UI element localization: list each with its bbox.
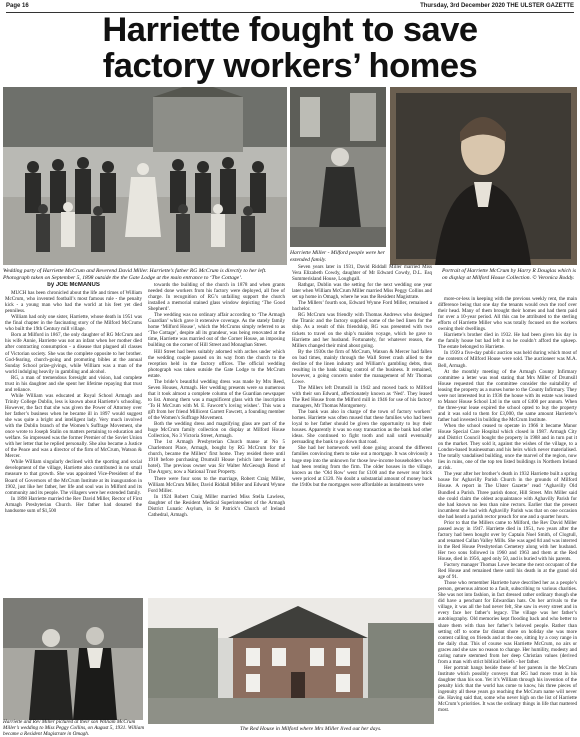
paragraph: By the 1930s the firm of McCrum, Watson & Mercer had fallen on bad times, mainly through the Wall Street crash allied to the decline of the linen industry and William’s gambling debts, thus resulting in the bank taking control of the business. It remained, however, a going concern under the management of Mr Thomas Lowe. (292, 348, 432, 385)
paragraph: Both the wedding dress and magnifying glass are part of the huge McCrum family collection on display at Milford House Collection, No 3 Victoria Street, Armagh. (148, 421, 285, 440)
paragraph: The bride’s beautiful wedding dress was made by Mrs Reed, Seven Houses, Armagh. Her wedding presents were so numerous that it took almost a complete column of the Guardian newspaper to list. Among them was a magnificent glass with the inscription ‘To H McCrum with M. E. Fawcett’s loving wishes’. This was a gift from her friend Millicent Garrett Fawcett, a founding member of the Women’s Suffrage Movement. (148, 378, 285, 422)
paragraph: William had only one sister, Harriette, whose death in 1951 was the final chapter in the fascinating story of the Milford McCrums who built the 19th Century mill village. (5, 314, 142, 333)
paragraph: In 1924 Robert Craig Miller married Miss Stella Lawless, daughter of the Resident Medical Superintendent of the Armagh District Lunatic Asylum, in St Patrick’s Church of Ireland Cathedral, Armagh. (148, 493, 285, 518)
portrait-caption: Portrait of Harriette McCrum by Harry R Douglas which is on display at Milford House Collection. © Veronica Roddy. (442, 268, 577, 281)
article-column-1 (5, 282, 142, 594)
mill-photo-caption: Harriette Miller - Milford people were her extended family. (290, 250, 385, 263)
headline (10, 12, 570, 84)
byline: by JOE McMANUS (47, 282, 100, 288)
paragraph: Her portrait hangs beside those of her parents in the McCrum Institute which possibly conveys that RG had more trust in his daughter than his son. Yet it’s William through his invention of the penalty kick that the world has come to know, his three pieces of ingenuity all these years go reaching the McCrum name will never die. Having said that, some who never high on the list of Harriette McCrum’s priorities. It was the ordinary things in life that mattered most. (438, 664, 577, 714)
paragraph: towards the building of the church in 1878 and when grants needed done workers from his factory were deployed, all free of charge. In recognition of RG’s unfailing support the church installed a memorial stained glass window depicting ‘The Good Shepherd’. (148, 282, 285, 313)
article-column-2 (148, 282, 285, 594)
couple-photo-caption: Harriette and Rev Miller pictured at their son William McCrum Miller’s wedding to Miss Peggy Collins, on August 5, 1931. William became a Resident Magistrate in Omagh. (3, 719, 145, 737)
paragraph: Factory manager Thomas Lowe became the next occupant of the Red House and remained there until his death in at the grand old age of 91. (438, 562, 577, 581)
paragraph: The Millers left Drumsill in 1942 and moved back to Milford with their son Edward, affectionately known as ‘Ned’. They leased The Red House from the Milford mill in 1946 for use of his factory managers, Mr Thomas Montgomery. (292, 384, 432, 410)
paragraph: Hill Street had been suitably adorned with arches under which the wedding couple passed on its way from the church to the reception held in the factory offices. The official wedding photograph was taken outside the Gate Lodge to the McCrum estate. (148, 348, 285, 379)
paragraph: There were four sons to the marriage, Robert Craig Miller, William McCrum Miller, David Riddall Miller and Edward Wynne Ford Miller. (148, 475, 285, 494)
paragraph: The bank was also in charge of the town of factory workers’ homes. Harriette was often mused that these families who had been loyal to her father should be given the opportunity to buy their houses. Apparently it was no easy transaction as the bank had other ideas. She continued to fight tooth and nail until eventually persuading the bank to go down that road. (292, 409, 432, 446)
paragraph: She had her homework well done going around the different families convincing them to take out a mortgage. It was obviously a huge step into the unknown for those low-income householders who had been renting from the firm. The older houses in the village, known as the ‘Old Row’ went for £100 and the newer rear brick were priced at £120. No doubt a substantial amount of money back the 1940s but the mortgages were affordable as instalments were (292, 445, 432, 488)
wedding-photo-caption: Wedding party of Harriette McCrum and Reverend David Miller. Harriette’s father RG McCrum is directly to her left. Photograph taken on September 5, 1898 outside the the Gate Lodge at the main entrance to ‘The Cottage’. (3, 268, 267, 281)
couple-photo (3, 598, 143, 720)
paragraph: The Millers’ fourth son, Edward Wynne Ford Miller, remained a bachelor. (292, 300, 432, 313)
paragraph: Born at Milford in 1867, the only daughter of RG McCrum and his wife Annie, Harriette was not an infant when her mother died after contracting consumption - a disease that plagued all classes of Victorian society. She was the complete opposite to her brother. God-fearing, church-going and promoting bibles at the annual Sunday School prize-givings, while William was a man of the world indulging heavily in gambling and alcohol. (5, 332, 142, 375)
headline-line-1: Harriette fought to save (102, 11, 478, 49)
paragraph: Seven years later in 1931, David Riddall Miller married Miss Vera Elizabeth Cowdy, daughter of Mr Edward Cowdy, D.L. Esq Summerisland House, Loughgall. (292, 264, 432, 283)
headline-line-2: factory workers’ homes (102, 47, 478, 85)
paragraph: Those who remember Harriette have described her as a people’s person, generous almost to a fault, subscribing to various charities. She was not into fashion, in fact dressed rather ordinary though she did have a penchant for Edwardian hats. On her arrivals to the village, it was all the bad never felt, She saw in every street and in every face her father’s legacy. The village was her father’s autobiography. Old memories kept flooding back and who better to share them with than her father’s beloved people. Rather than setting off to some far distant shore on holiday she was more content calling on friends and at the one, sitting by a cosy range in the daily chat. This of course was Harriette McCrum, no airs or graces and she saw no reason to change. Her humility, modesty and caring nature stemmed from her deep Christian values (derived from a man with strict biblical beliefs - her father. (438, 580, 577, 665)
paragraph: Prior to that the Millers came to Milford, the Rev David Miller passed away in 1947. Harriette died in 1951, two years after the factory had been bought over by Captain Noel Smith, of Clogtull, and renamed Callan Valley Mills. She was aged 84 and was interred in the Red House Presbyterian Cemetery along with her husband. Her two sons followed in 1960 and 1963 and them at the Red House, died in 1956, aged only 50, and is buried with his parents. (438, 519, 577, 563)
paragraph: Harriette’s brother died in 1932. He had been given his day in the family house but had left it so he couldn’t afford the upkeep. The estate belonged to Harriette. (438, 332, 577, 351)
red-house-caption: The Red House in Milford where Mrs Miller lived out her days. (240, 726, 382, 732)
paragraph: The wedding was no ordinary affair according to ‘The Armagh Guardian’ which gave it extensive coverage. As the stately family home ‘Milford House’, which the McCrums simply referred to as ‘The Cottage’, despite all its grandeur, was being renovated at the time, Harriette was married out of the Corner House, an imposing building on the corner of Hill Street and Monaghan Street. (148, 312, 285, 349)
paragraph: RG, a man of tremendous foresight and vision, had complete trust in his daughter and she spent her lifetime repaying that trust and reliance. (5, 374, 142, 393)
paragraph: At the monthly meeting of the Armagh County Infirmary committee a letter was read stating that Mrs Miller of Drumsill House requested that the committee consider the suitability of leasing the property as a nurses home to the County Infirmary. They were not interested but in 1936 the house with its estate was leased to Manor House School Ltd in the sum of £400 per annum. When the three-year lease expired the school opted to buy the property and it was sold to them for £3,000, the same amount Harriette’s father had invested in building the McCrum Institute. (438, 368, 577, 423)
paragraph: more-or-less in keeping with the previous weekly rent, the main difference being that one day the tenants would own the roof over their head. Many of them brought their homes and had them paid for over a 10-year period. All this can be attributed to the sterling efforts of Harriette Miller who was totally focused on the workers owning their dwellings. (438, 296, 577, 333)
paragraph: The year after her brother’s death in 1932 Harriette built a spring house for Aghavilly Parish Church in the grounds of Milford House. A report in The Ulster Gazette’ read ‘Aghavilly Old Bundled a Parish. Three parish donor, Hill Street. Mrs Miller said she could claim the oldest acquaintance with Aghavilly Parish for she had known no less than nine rectors. Earlier that the present incumbent she had with Aghavilly Parish was that on one occasion she had heard a parish rector preach for one and a quarter hours. (438, 471, 577, 520)
paragraph: In 1898 Harriette married the Rev David Miller, Rector of First Armagh Presbyterian Church. Her father had donated the handsome sum of $1,500 (5, 495, 142, 514)
paragraph: RG McCrum was friendly with Thomas Andrews who designed the Titanic and the factory supplied some of the bed linen for the ship. As a result of this friendship, RG was presented with two tickets to travel on the ship’s maiden voyage, which he gave to Harriette and her husband. Fortunately, for whatever reason, the Millers changed their mind about going. (292, 312, 432, 349)
harriette-mill-photo (290, 87, 386, 247)
page-number: Page 16 (6, 3, 29, 9)
portrait-painting (390, 87, 577, 265)
paragraph: When the school ceased to operate in 1966 it became Manor House Special Care Hospital which closed in 1987. Armagh City and District Council bought the property in 1988 and in turn put it on the market. They sold it, against the wishes of the village, to a London-based businessman and his heirs which never materialised. The totally vandalised building, once the marvel of the region, now lies in ruins, one of the top ten listed buildings in Northern Ireland at risk. (438, 422, 577, 472)
paragraph: The 1st Armagh Presbyterian Church manse at No 5 Charlemont Place, Armagh, bought by RG McCrum for the church, became the Millers’ first home. They resided there until 1918 before purchasing Drumsill House (which later became a hotel). The previous owner was Sir Walter McGeough Bond of The Argory, now a National Trust Property. (148, 439, 285, 476)
paragraph: Rathgar, Dublin was the setting for the next wedding one year later when William McCrum Miller married Miss Peggy Collins and set up home in Omagh, where he was the Resident Magistrate. (292, 282, 432, 301)
paragraph: MUCH has been chronicled about the life and times of William McCrum, who invented football’s most famous rule - the penalty kick - a young man who had the world at his feet yet died penniless. (5, 290, 142, 315)
wedding-party-photo (3, 87, 287, 265)
paragraph: While William singularly declined with the sporting and social development of the village, Harriette also contributed in no small measure to that growth. She was appointed Vice-President of the Board of Governors of the McCrum Institute at its inauguration in 1902, just like her father, her life and soul was in Milford and its community and its people. The villagers were her extended family. (5, 459, 142, 496)
article-column-3 (292, 264, 432, 594)
article-column-4 (438, 296, 577, 734)
paragraph: While William was educated at Royal School Armagh and Trinity College Dublin, less is known about Harriette’s schooling. However, the fact that she was given the Power of Attorney over her father’s business when he became ill in 1897 would suggest she was quite a bright and intelligent lady. Very much involved with the Dublin branch of the Women’s Suffrage Movement, she once wrote to Joseph Stalin on matters pertaining to education and welfare. So impressed was the former Premier of the Soviet Union with her letter that he replied personally. She also became a Justice of the Peace and was a director of the firm of McCrum, Watson & Mercer. (5, 392, 142, 460)
paragraph: In 1939 a five-day public auction was held during which most of the contents of Milford House were sold. The auctioneer was M.A. Bell, Armagh. (438, 350, 577, 369)
red-house-photo (148, 598, 434, 724)
issue-date: Thursday, 3rd December 2020 THE ULSTER GAZETTE (420, 3, 574, 9)
